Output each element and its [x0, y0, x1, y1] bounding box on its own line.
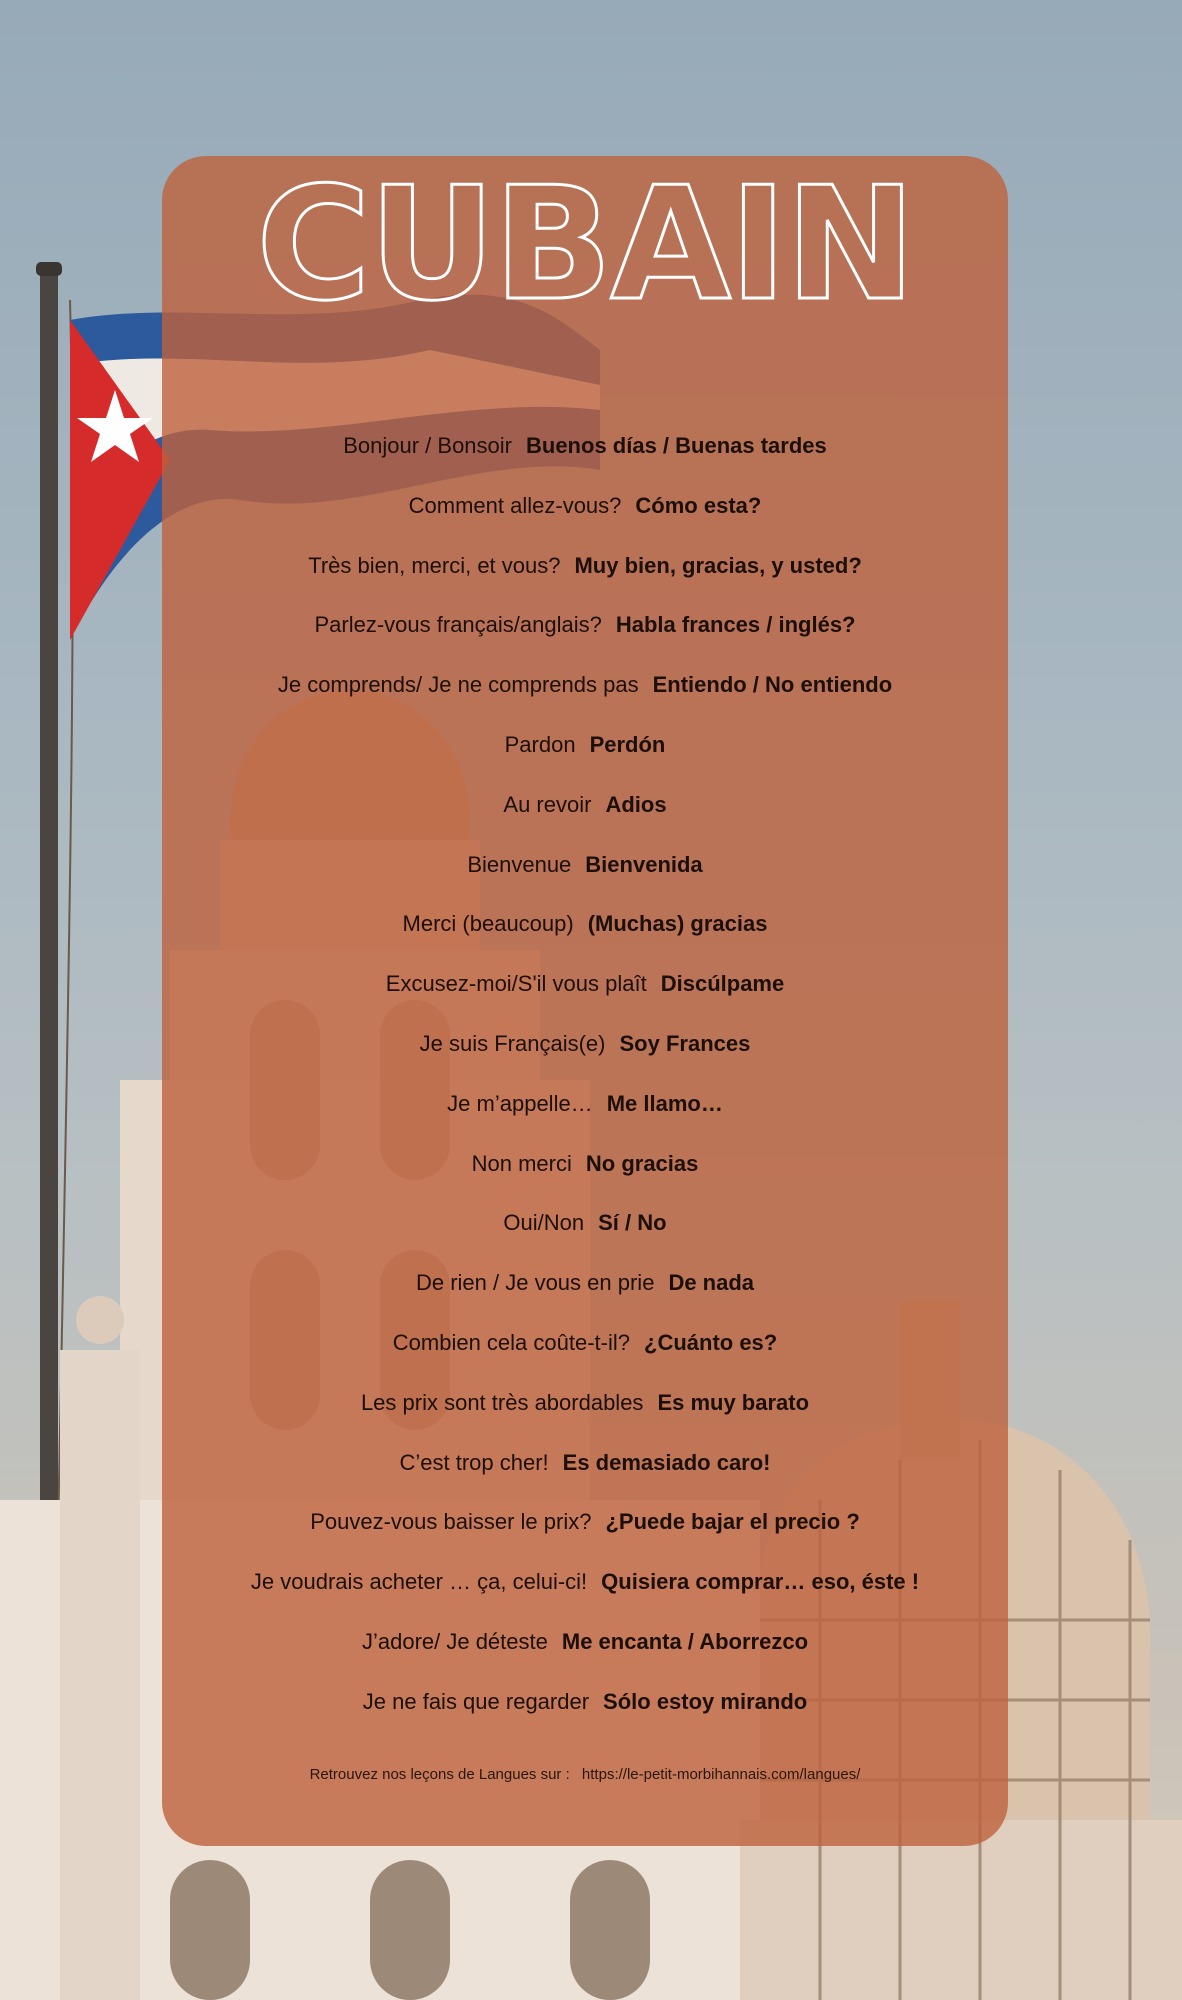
phrase-spanish: De nada — [668, 1270, 755, 1296]
phrase-french: Oui/Non — [503, 1210, 585, 1236]
phrase-french: Au revoir — [503, 791, 592, 817]
phrase-spanish: Sí / No — [598, 1210, 667, 1236]
phrase-row — [162, 785, 1008, 845]
phrase-spanish: Soy Frances — [619, 1030, 751, 1056]
phrase-row — [162, 486, 1008, 546]
phrase-row — [162, 1144, 1008, 1204]
phrase-row — [162, 1502, 1008, 1562]
phrase-list — [162, 426, 1008, 1742]
phrase-spanish: Buenos días / Buenas tardes — [526, 433, 827, 458]
phrase-spanish: ¿Puede bajar el precio ? — [605, 1509, 860, 1535]
phrase-spanish: Cómo esta? — [635, 492, 762, 518]
phrase-spanish: Discúlpame — [660, 971, 785, 997]
phrase-french: Combien cela coûte-t-il? — [392, 1329, 630, 1355]
phrase-row — [162, 1084, 1008, 1144]
phrase-french: Je ne fais que regarder — [362, 1688, 590, 1714]
phrase-spanish: Entiendo / No entiendo — [652, 672, 893, 698]
phrase-french: J’adore/ Je déteste — [361, 1628, 548, 1654]
phrase-row — [162, 964, 1008, 1024]
phrase-spanish: Es muy barato — [657, 1389, 810, 1415]
phrase-row — [162, 426, 1008, 486]
phrase-row — [162, 1443, 1008, 1503]
phrase-spanish: Me encanta / Aborrezco — [561, 1628, 809, 1654]
phrase-spanish: ¿Cuánto es? — [644, 1329, 778, 1355]
phrase-french: Non merci — [471, 1150, 572, 1176]
phrase-row — [162, 1323, 1008, 1383]
phrase-spanish: Es demasiado caro! — [562, 1449, 771, 1475]
phrase-spanish: Perdón — [589, 731, 666, 757]
phrase-french: Merci (beaucoup) — [402, 911, 574, 937]
phrase-french: Pardon — [504, 731, 576, 757]
phrase-spanish: Habla frances / inglés? — [615, 612, 856, 638]
phrase-row — [162, 1622, 1008, 1682]
phrase-row — [162, 1383, 1008, 1443]
phrase-row — [162, 904, 1008, 964]
footer-url-link[interactable]: https://le-petit-morbihannais.com/langues/ — [581, 1766, 861, 1783]
phrase-french: Comment allez-vous? — [408, 492, 622, 518]
page-title: CUBAIN — [256, 153, 914, 335]
phrase-row — [162, 546, 1008, 606]
phrase-spanish: (Muchas) gracias — [587, 911, 768, 937]
phrase-row — [162, 1203, 1008, 1263]
phrase-french: Très bien, merci, et vous? — [308, 552, 561, 578]
phrase-french: Parlez-vous français/anglais? — [314, 612, 602, 638]
phrase-row — [162, 1562, 1008, 1622]
phrase-row — [162, 1682, 1008, 1742]
footer-label: Retrouvez nos leçons de Langues sur : — [309, 1766, 570, 1783]
phrase-row — [162, 845, 1008, 905]
phrase-french: Bonjour / Bonsoir — [343, 433, 512, 458]
phrase-french: Je voudrais acheter … ça, celui-ci! — [250, 1569, 588, 1595]
phrase-spanish: Adios — [605, 791, 667, 817]
footer — [162, 1766, 1008, 1783]
phrase-row — [162, 605, 1008, 665]
phrase-spanish: Quisiera comprar… eso, éste ! — [601, 1569, 920, 1595]
phrase-row — [162, 665, 1008, 725]
phrase-spanish: Sólo estoy mirando — [603, 1688, 808, 1714]
phrase-french: De rien / Je vous en prie — [415, 1270, 655, 1296]
phrase-french: Je m’appelle… — [447, 1090, 593, 1116]
phrase-french: Pouvez-vous baisser le prix? — [310, 1509, 592, 1535]
phrase-french: Bienvenue — [467, 851, 572, 877]
phrase-spanish: Muy bien, gracias, y usted? — [574, 552, 862, 578]
phrase-french: Excusez-moi/S'il vous plaît — [385, 971, 647, 997]
phrase-french: C’est trop cher! — [399, 1449, 549, 1475]
phrase-spanish: Me llamo… — [606, 1090, 723, 1116]
phrase-row — [162, 725, 1008, 785]
phrase-french: Les prix sont très abordables — [360, 1389, 644, 1415]
phrasebook-panel — [162, 153, 1008, 1846]
phrase-row — [162, 1263, 1008, 1323]
phrase-french: Je suis Français(e) — [419, 1030, 606, 1056]
phrase-spanish: No gracias — [585, 1150, 699, 1176]
phrase-spanish: Bienvenida — [585, 851, 703, 877]
phrase-row — [162, 1024, 1008, 1084]
phrase-french: Je comprends/ Je ne comprends pas — [277, 672, 639, 698]
